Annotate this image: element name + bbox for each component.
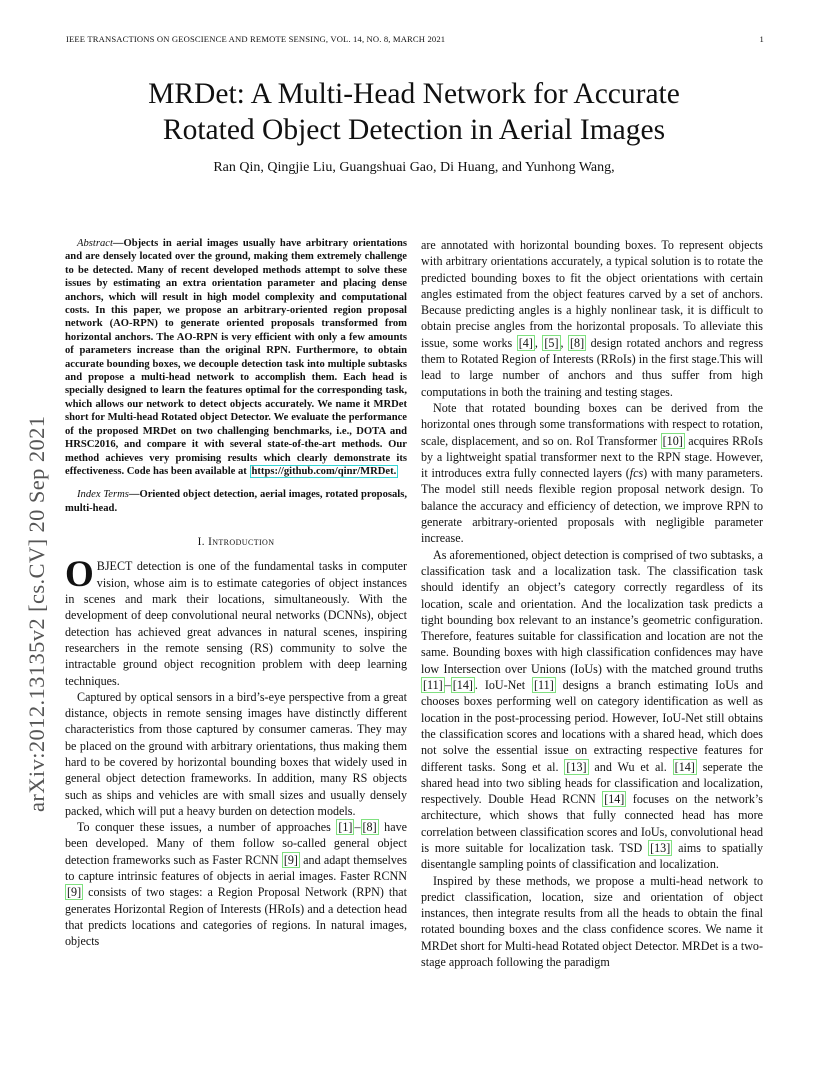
title-line-2: Rotated Object Detection in Aerial Images [162, 114, 666, 146]
title-line-1: MRDet: A Multi-Head Network for Accurate [148, 78, 680, 110]
citation-link[interactable]: [14] [604, 792, 625, 807]
citation-link[interactable]: [11] [423, 678, 443, 693]
text-span: , [534, 335, 543, 350]
citation-link[interactable]: [13] [566, 759, 587, 774]
math-fcs: fcs [629, 466, 644, 481]
arxiv-stamp: arXiv:2012.13135v2 [cs.CV] 20 Sep 2021 [24, 415, 49, 812]
text-span: and adapt themselves to capture intrinsic features of objects in aerial images. Faster RCNN [65, 852, 407, 884]
text-span: – [444, 678, 451, 693]
first-word-caps: BJECT [96, 559, 133, 574]
text-span: designs a branch estimating IoUs and chooses boxes performing well on category identification as well as location in the post-processing period. However, IoU-Net still obtains the classification scores and locations with a shared head, which does not solve the essential issue on extracting respective features for different tasks. Song et al. [421, 678, 763, 774]
text-span: focuses on the network’s architecture, which shows that fully connected head has more correlation between classification scores and IoUs, convolutional head is more suitable for localization task. TSD [421, 792, 763, 855]
text-span: Note that rotated bounding boxes can be derived from the horizontal ones through some transformations with respect to rotation, scale, displacement, and so on. RoI Transformer [421, 400, 763, 448]
citation-link[interactable]: [11] [534, 678, 554, 693]
intro-paragraph-1 [65, 554, 407, 688]
citation-link[interactable]: [14] [674, 759, 695, 774]
journal-header: IEEE TRANSACTIONS ON GEOSCIENCE AND REMOTE SENSING, VOL. 14, NO. 8, MARCH 2021 [66, 34, 446, 44]
citation-link[interactable]: [14] [452, 678, 473, 693]
running-header [66, 34, 764, 44]
citation-link[interactable]: [8] [570, 335, 585, 350]
citation-link[interactable]: [13] [650, 840, 671, 855]
text-span: , [560, 335, 569, 350]
drop-cap: O [65, 554, 94, 596]
text-span: are annotated with horizontal bounding boxes. To represent objects with arbitrary orientations accurately, a typical solution is to rotate the predicted bounding boxes to fit the object orientations with certain angles estimated from the object features carved by a set of anchors. Because predicting angles is a highly nonlinear task, it is difficult to obtain precise angles from the horizontal proposals. To alleviate this issue, some works [421, 238, 763, 350]
index-terms-text: —Oriented object detection, aerial images, rotated proposals, multi-head. [65, 489, 407, 514]
citation-link[interactable]: [9] [67, 885, 82, 900]
citation-link[interactable]: [9] [283, 852, 298, 867]
citation-link[interactable]: [1] [338, 820, 353, 835]
index-terms [65, 488, 407, 515]
citation-link[interactable]: [8] [362, 820, 377, 835]
text-span: . IoU-Net [474, 678, 533, 693]
section-heading: I. Introduction [197, 536, 275, 549]
citation-link[interactable]: [4] [518, 335, 533, 350]
text-span: consists of two stages: a Region Proposal Network (RPN) that generates Horizontal Region of Interests (HRoIs) and a detection head that predicts locations and categories of regions. In natural images, objects [65, 885, 407, 949]
text-span: ) with many parameters. The model still needs flexible region proposal network design. To balance the accuracy and efficiency of detection, we improve RPN to generate arbitrary-oriented proposals with negligible parameter increase. [421, 466, 763, 546]
text-span: As aforementioned, object detection is comprised of two subtasks, a classification task and a localization task. The classification task should identify an object’s category correctly regardless of its location, scale and orientation. And the localization task predicts a tight bounding box relevant to an instance’s geometric configuration. Therefore, features suitable for classification and location are not the same. Bounding boxes with high classification confidences may have low Intersection over Unions (IoUs) with the matched ground truths [421, 547, 763, 676]
right-paragraph-2 [421, 400, 763, 547]
text-span: design rotated anchors and regress them to Rotated Region of Interests (RRoIs) in the first stage.This will lead to large number of anchors and thus suffer from high computations in both the training and testing stages. [421, 335, 764, 399]
abstract [65, 237, 407, 478]
text-span: To conquer these issues, a number of approaches [77, 820, 337, 835]
text-span: seperate the shared head into two sibling heads for classification and localization, respectively. Double Head RCNN [421, 759, 763, 807]
text-span: have been developed. Many of them follow so-called general object detection frameworks such as Faster RCNN [65, 820, 407, 867]
citation-link[interactable]: [10] [662, 433, 683, 448]
right-column [421, 237, 763, 970]
citation-link[interactable]: [5] [544, 335, 559, 350]
authors: Ran Qin, Qingjie Liu, Guangshuai Gao, Di Huang, and Yunhong Wang, [213, 160, 615, 175]
paper-title [60, 76, 768, 148]
code-link[interactable]: https://github.com/qinr/MRDet. [251, 465, 397, 477]
text-span: acquires RRoIs by a lightweight spatial transformer next to the RPN stage. However, it introduces extra fully connected layers ( [421, 433, 763, 481]
left-column [65, 237, 407, 950]
right-paragraph-4: Inspired by these methods, we propose a multi-head network to predict classification, location, size and orientation of object instances, then integrate results from all the heads to obtain the final rotated bounding boxes and the class confidence scores. We name it MRDet short for Multi-head Rotated object Detector. MRDet is a two-stage approach following the paradigm [421, 873, 763, 970]
right-paragraph-3 [421, 547, 763, 873]
text-span: aims to spatially disentangle sampling points of classification and localization. [421, 840, 764, 872]
index-terms-lead: Index Terms [77, 489, 129, 501]
text-span: – [354, 820, 361, 835]
abstract-text: —Objects in aerial images usually have arbitrary orientations and are densely located over the ground, making them extremely challenge to be detected. Many of recent developed methods attempt to solve these issues by estimating an extra orientation parameter and placing dense anchors, which will result in high model complexity and computational costs. In this paper, we propose an arbitrary-oriented region proposal network (AO-RPN) to generate oriented proposals transformed from horizontal anchors. The AO-RPN is very efficient with only a few amounts of parameters increase than the original RPN. Furthermore, to obtain accurate bounding boxes, we decouple detection task into multiple subtasks and propose a multi-head network to accomplish them. Each head is specially designed to learn the features optimal for the corresponding task, which allows our network to detect objects accurately. We name it MRDet short for Multi-head Rotated object Detector. We evaluate the performance of the proposed MRDet on two challenging benchmarks, i.e., DOTA and HRSC2016, and compare it with several state-of-the-art methods. Our method achieves very promising results which clearly demonstrate its effectiveness. Code has been available at [65, 238, 407, 477]
text-span: and Wu et al. [588, 759, 673, 774]
right-paragraph-1 [421, 237, 763, 400]
abstract-lead: Abstract [77, 238, 113, 249]
intro-paragraph-3 [65, 819, 407, 949]
intro-p1-text: detection is one of the fundamental tasks in computer vision, whose aim is to estimate categories of object instances in scenes and mark their locations, simultaneously. With the development of deep convolutional neural networks (DCNNs), object detection has achieved great advances in natural scenes, inspiring researchers in the remote sensing (RS) community to solve the intractable ground object recognition problem with deep learning techniques. [65, 559, 407, 688]
page-number: 1 [759, 34, 764, 44]
intro-paragraph-2: Captured by optical sensors in a bird’s-eye perspective from a great distance, objects in remote sensing images have distinctly different characteristics from those captured by consumer cameras. They may be placed on the ground with arbitrary orientations, thus making them hard to be covered by horizontal bounding boxes that widely used in general object detection frameworks. In addition, many RS objects such as ships and vehicles are with small sizes and usually densely packed, which will put a heavy burden on detection models. [65, 689, 407, 818]
